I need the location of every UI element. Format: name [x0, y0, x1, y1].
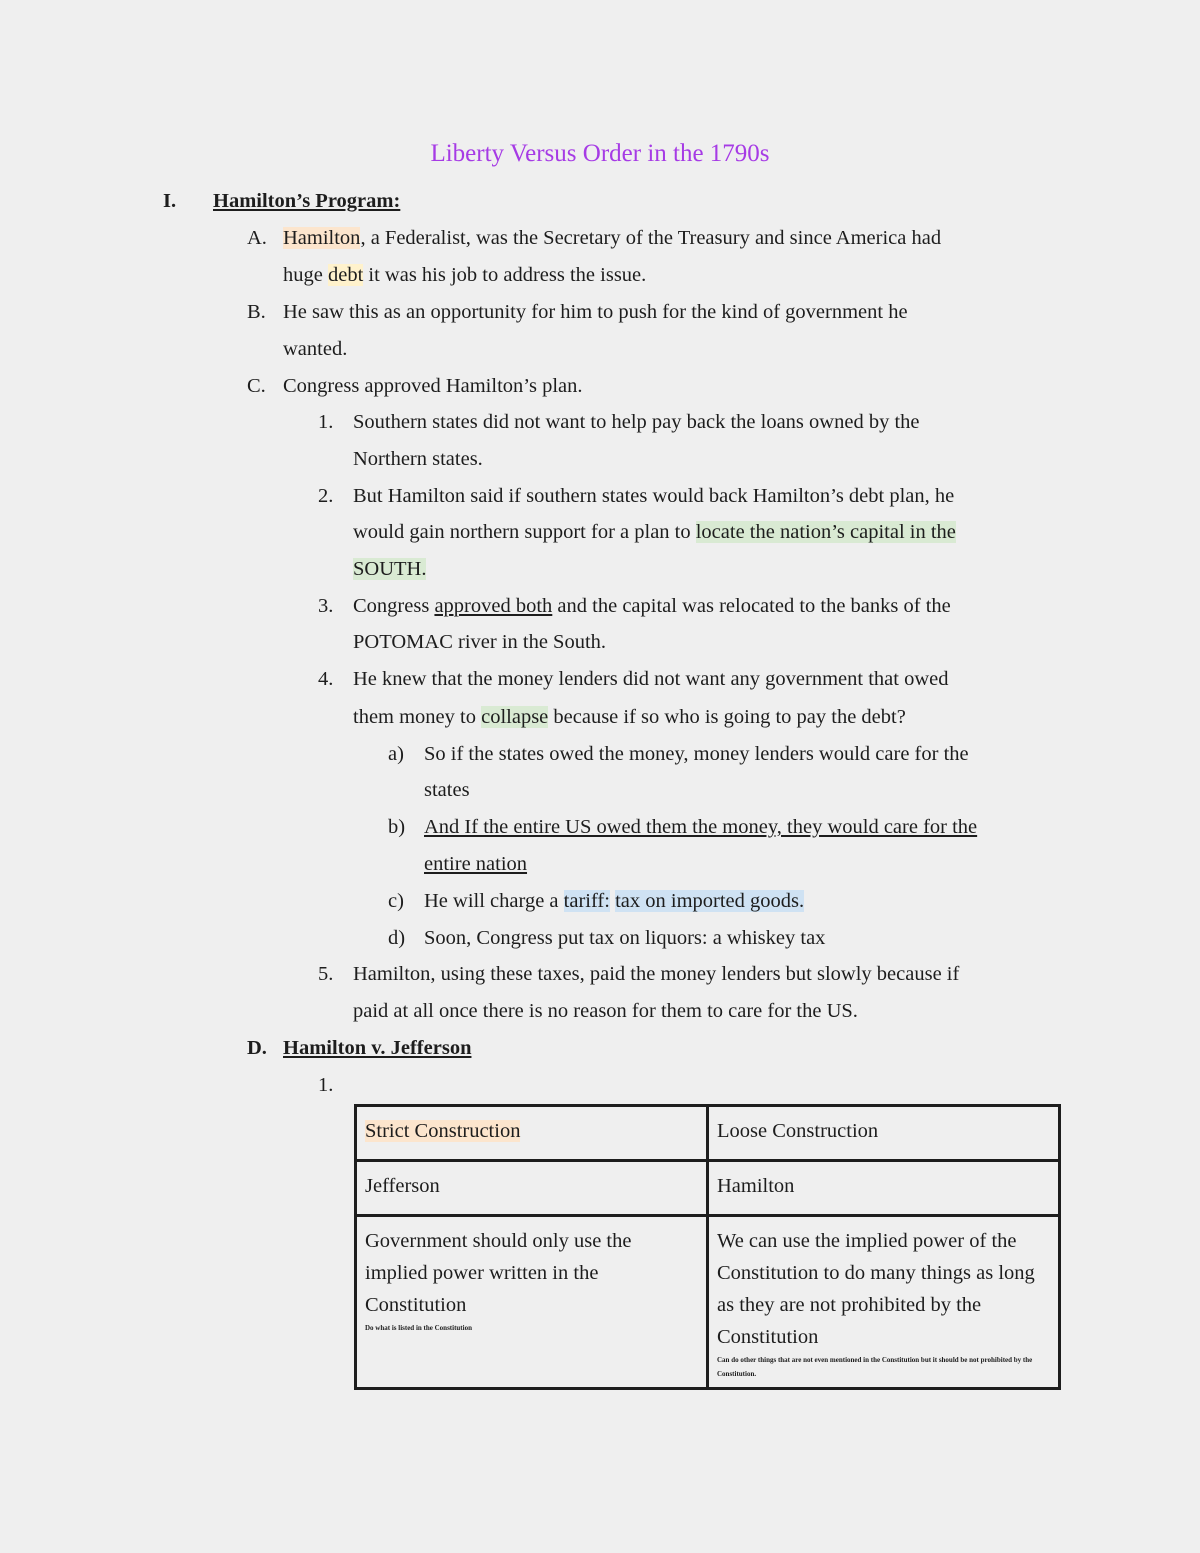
sub-b-marker: b): [388, 816, 406, 838]
collapse-highlight: collapse: [481, 706, 549, 728]
table-row: [356, 1216, 1060, 1389]
table-cell-hamilton: Hamilton: [708, 1161, 1060, 1216]
item-a-line2: [283, 261, 646, 289]
c2-line3: [353, 555, 426, 583]
c3-text-c: and the capital was relocated to the banks of the: [552, 595, 951, 617]
c3-marker: 3.: [318, 595, 334, 617]
c5-marker: 5.: [318, 963, 334, 985]
table-cell-loose-desc: [708, 1216, 1060, 1389]
d1-marker: 1.: [318, 1074, 334, 1096]
strict-construction-label: Strict Construction: [365, 1120, 521, 1142]
table-cell-jefferson: Jefferson: [356, 1161, 708, 1216]
document-title: Liberty Versus Order in the 1790s: [430, 140, 770, 167]
loose-description: We can use the implied power of the Constitution to do many things as long as they are not prohibited by the Constitution: [717, 1230, 1035, 1348]
c3-text-a: Congress: [353, 595, 435, 617]
tariff-highlight: tariff:: [563, 890, 610, 912]
strict-description: Government should only use the implied power written in the Constitution: [365, 1230, 632, 1316]
loose-note: Can do other things that are not even mentioned in the Constitution but it should be not prohibited by the Constitution.: [717, 1356, 1033, 1378]
item-a-marker: A.: [247, 227, 267, 249]
sub-c-line: [424, 887, 804, 915]
c4-text-c: because if so who is going to pay the debt?: [548, 706, 906, 728]
sub-d-line: Soon, Congress put tax on liquors: a whiskey tax: [424, 927, 826, 949]
c1-marker: 1.: [318, 411, 334, 433]
sub-d-marker: d): [388, 927, 406, 949]
construction-table: [354, 1104, 1061, 1390]
debt-highlight: debt: [327, 264, 364, 286]
capital-highlight: locate the nation’s capital in the: [695, 521, 956, 543]
sub-a-line1: So if the states owed the money, money lenders would care for the: [424, 743, 969, 765]
approved-both-underline: approved both: [434, 595, 553, 617]
item-c-text: Congress approved Hamilton’s plan.: [283, 375, 583, 397]
item-b-marker: B.: [247, 301, 266, 323]
sub-a-line2: states: [424, 779, 470, 801]
item-a-text2: it was his job to address the issue.: [363, 264, 647, 286]
table-cell-strict: [356, 1106, 708, 1161]
c1-line2: Northern states.: [353, 448, 483, 470]
c2-text: would gain northern support for a plan to: [353, 521, 696, 543]
item-a-line1: [283, 224, 941, 252]
table-cell-strict-desc: [356, 1216, 708, 1389]
item-a-huge: huge: [283, 264, 328, 286]
item-d-heading: Hamilton v. Jefferson: [283, 1037, 472, 1059]
sub-a-marker: a): [388, 743, 404, 765]
sub-b-line2: entire nation: [424, 853, 528, 875]
section-heading: Hamilton’s Program:: [213, 190, 401, 212]
c4-line2: [353, 703, 906, 731]
c5-line2: paid at all once there is no reason for them to care for the US.: [353, 1000, 858, 1022]
c4-line1: He knew that the money lenders did not want any government that owed: [353, 668, 949, 690]
tax-highlight: tax on imported goods.: [615, 890, 805, 912]
c2-line1: But Hamilton said if southern states would back Hamilton’s debt plan, he: [353, 485, 955, 507]
c3-line2: POTOMAC river in the South.: [353, 631, 607, 653]
item-c-marker: C.: [247, 375, 266, 397]
section-marker: I.: [163, 190, 177, 212]
table-row: [356, 1106, 1060, 1161]
item-b-line1: He saw this as an opportunity for him to push for the kind of government he: [283, 301, 908, 323]
sub-c-text: He will charge a: [424, 890, 564, 912]
c3-line1: [353, 592, 951, 620]
table-row: [356, 1161, 1060, 1216]
item-a-text: , a Federalist, was the Secretary of the Treasury and since America had: [360, 227, 942, 249]
c1-line1: Southern states did not want to help pay back the loans owned by the: [353, 411, 920, 433]
strict-note: Do what is listed in the Constitution: [365, 1324, 472, 1332]
c2-marker: 2.: [318, 485, 334, 507]
c4-text-a: them money to: [353, 706, 482, 728]
item-d-marker: D.: [247, 1037, 267, 1059]
table-cell-loose: [708, 1106, 1060, 1161]
south-highlight: SOUTH.: [353, 558, 427, 580]
sub-c-marker: c): [388, 890, 404, 912]
c5-line1: Hamilton, using these taxes, paid the money lenders but slowly because if: [353, 963, 960, 985]
loose-construction-label: Loose Construction: [717, 1120, 879, 1142]
c2-line2: [353, 518, 956, 546]
item-b-line2: wanted.: [283, 338, 348, 360]
hamilton-highlight: Hamilton: [283, 227, 361, 249]
c4-marker: 4.: [318, 668, 334, 690]
sub-b-line1: And If the entire US owed them the money, they would care for the: [424, 816, 978, 838]
